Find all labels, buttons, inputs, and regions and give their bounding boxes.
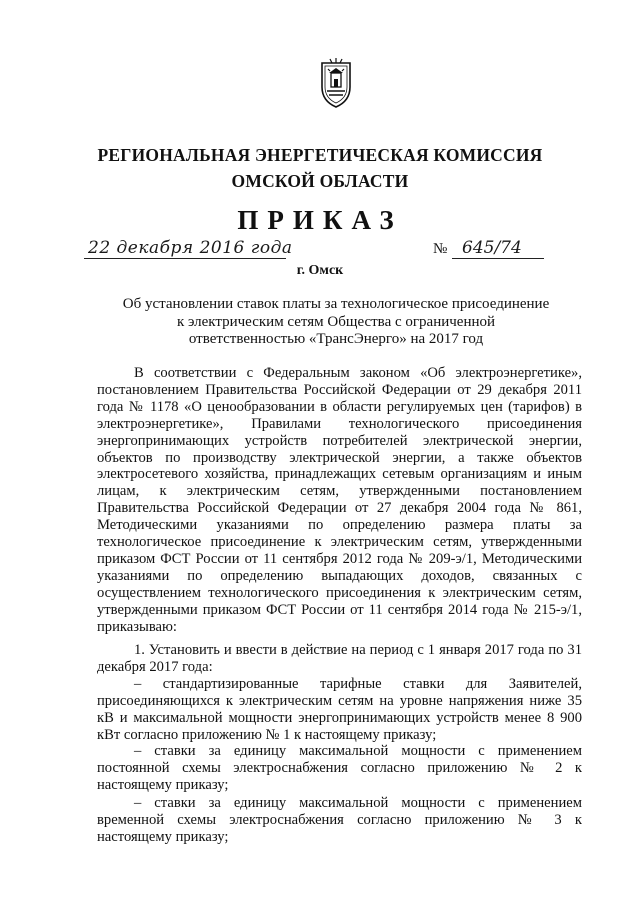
date-underline xyxy=(84,258,286,259)
clause-1-subitem-1: – стандартизированные тарифные ставки для Заявителей, присоединяющихся к электрическим сетям на уровне напряжения ниже 35 кВ и максимальной мощности энергопринимающих устройств менее 8 900 кВт согласно приложению № 1 к настоящему приказу; xyxy=(97,676,582,743)
order-number-label: № xyxy=(433,241,448,257)
clause-1-subitem-3: – ставки за единицу максимальной мощности с применением временной схемы электроснабжения согласно приложению № 3 к настоящему приказу; xyxy=(97,795,582,845)
handwritten-date: 22 декабря 2016 года xyxy=(88,238,293,258)
organization-name-line-1: РЕГИОНАЛЬНАЯ ЭНЕРГЕТИЧЕСКАЯ КОМИССИЯ xyxy=(97,145,543,165)
organization-name-line-2: ОМСКОЙ ОБЛАСТИ xyxy=(231,171,409,191)
document-type-title: ПРИКАЗ xyxy=(237,205,403,235)
handwritten-order-number: 645/74 xyxy=(462,238,522,258)
number-underline xyxy=(452,258,544,259)
clause-1-subitem-2: – ставки за единицу максимальной мощности с применением постоянной схемы электроснабжения согласно приложению № 2 к настоящему приказу; xyxy=(97,743,582,793)
city-label: г. Омск xyxy=(296,263,344,278)
omsk-region-coat-of-arms-icon xyxy=(318,57,354,109)
preamble-paragraph: В соответствии с Федеральным законом «Об электроэнергетике», постановлением Правительства Российской Федерации от 29 декабря 2011 года № 1178 «О ценообразовании в области регулируемых цен (тарифов) в электроэнергетике», Правилами технологического присоединения энергопринимающих устройств потребителей электрической энергии, объектов по производству электрической энергии, а также объектов электросетевого хозяйства, принадлежащих сетевым организациям и иным лицам, к электрическим сетям, утвержденными постановлением Правительства Российской Федерации от 27 декабря 2004 года № 861, Методическими указаниями по определению размера платы за технологическое присоединение к электрическим сетям, утвержденными приказом ФСТ России от 11 сентября 2012 года № 209-э/1, Методическими указаниями по определению выпадающих доходов, связанных с осуществлением технологического присоединения к электрическим сетям, утвержденными приказом ФСТ России от 11 сентября 2014 года № 215-э/1, приказываю: xyxy=(97,365,582,635)
order-subject: Об установлении ставок платы за технологическое присоединение к электрическим сетям Общества с ограниченной ответственностью «ТрансЭнерго» на 2017 год xyxy=(122,296,550,347)
clause-1: 1. Установить и ввести в действие на период с 1 января 2017 года по 31 декабря 2017 года: xyxy=(97,642,582,675)
